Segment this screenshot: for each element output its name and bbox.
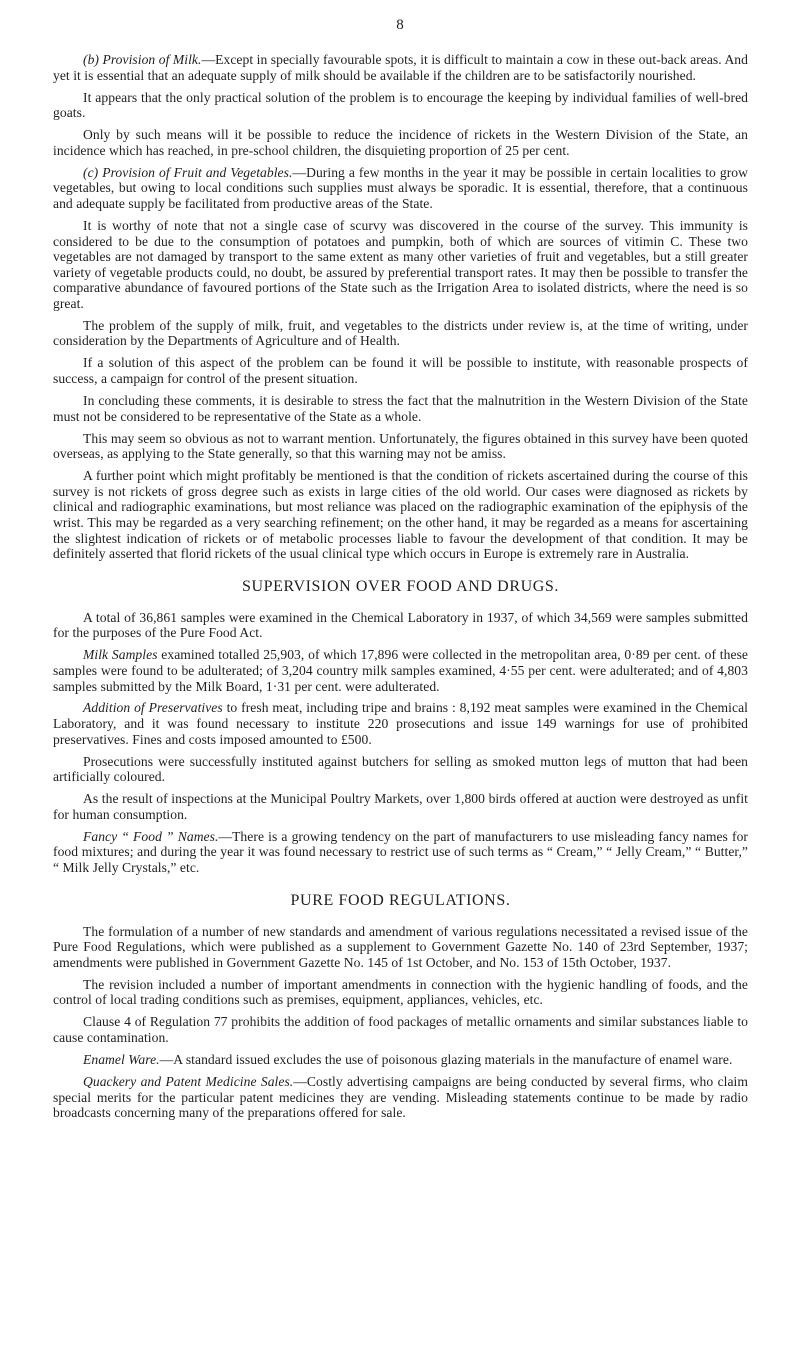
paragraph <box>53 924 748 971</box>
paragraph-text: It appears that the only practical solution of the problem is to encourage the keeping by individual families of well-bred goats. <box>53 89 748 121</box>
paragraph-lead: Addition of Preservatives <box>83 700 223 716</box>
paragraph-lead: Fancy “ Food ” Names. <box>83 828 219 844</box>
paragraph <box>53 431 748 462</box>
paragraph-text: The revision included a number of important amendments in connection with the hygienic handling of foods, and the control of local trading conditions such as premises, equipment, appliances, vehicles, etc. <box>53 976 748 1008</box>
paragraph-text: As the result of inspections at the Municipal Poultry Markets, over 1,800 birds offered at auction were destroyed as unfit for human consumption. <box>53 791 748 822</box>
paragraph-lead: Enamel Ware. <box>83 1051 160 1067</box>
paragraph-text: It is worthy of note that not a single case of scurvy was discovered in the course of the survey. This immunity is considered to be due to the consumption of potatoes and pumpkin, both of which are sources of vitimin C. These two vegetables are not damaged by transport to the same extent as many other varieties of fruit and vegetables, but a still greater variety of vegetable products could, no doubt, be assured by preferential transport rates. It may then be possible to transfer the comparative abundance of favoured portions of the State such as the Irrigation Area to isolated districts, where the need is so great. <box>53 217 748 311</box>
paragraph <box>53 1014 748 1045</box>
document-body <box>53 52 748 1127</box>
paragraph-text: In concluding these comments, it is desirable to stress the fact that the malnutrition in the Western Division of the State must not be considered to be representative of the State as a whole. <box>53 393 748 424</box>
paragraph <box>53 791 748 822</box>
paragraph <box>53 318 748 349</box>
paragraph <box>53 165 748 212</box>
paragraph-text: A total of 36,861 samples were examined in the Chemical Laboratory in 1937, of which 34,569 were samples submitted for the purposes of the Pure Food Act. <box>53 609 748 641</box>
paragraph <box>53 468 748 562</box>
section-intro <box>53 52 748 562</box>
section-pure-food-regulations <box>53 892 748 1121</box>
paragraph-text: Prosecutions were successfully instituted against butchers for selling as smoked mutton legs of mutton that had been artificially coloured. <box>53 753 748 785</box>
paragraph-text: to fresh meat, including tripe and brains : 8,192 meat samples were examined in the Chemical Laboratory, and it was found necessary to institute 220 prosecutions and issue 149 warnings for use of prohibited preservatives. Fines and costs imposed amounted to £500. <box>53 700 749 747</box>
paragraph-text: —There is a growing tendency on the part of manufacturers to use misleading fancy names for food mixtures; and during the year it was found necessary to restrict use of such terms as “ Cream,” “ Jelly Cream,” “ Butter,” “ Milk Jelly Crystals,” etc. <box>53 828 748 875</box>
paragraph-text: —During a few months in the year it may be possible in certain localities to grow vegetables, but owing to local conditions such supplies must always be sporadic. It is essential, therefore, that a continuous and adequate supply be facilitated from productive areas of the State. <box>53 164 749 211</box>
paragraph-text: A further point which might profitably be mentioned is that the condition of rickets ascertained during the course of this survey is not rickets of gross degree such as exists in large cities of the old world. Our cases were diagnosed as rickets by clinical and radiographic examinations, but most reliance was placed on the radiographic examination of the epiphysis of the wrist. This may be regarded as a very searching refinement; on the other hand, it may be regarded as a means for ascertaining the slightest indication of rickets or of metabolic processes liable to favour the development of that condition. It may be definitely asserted that florid rickets of the usual clinical type which occurs in Europe is extremely rare in Australia. <box>53 468 748 562</box>
paragraph-text: —Except in specially favourable spots, it is difficult to maintain a cow in these out-back areas. And yet it is essential that an adequate supply of milk should be available if the children are to be satisfactorily nourished. <box>53 52 749 83</box>
paragraph-text: The problem of the supply of milk, fruit, and vegetables to the districts under review is, at the time of writing, under consideration by the Departments of Agriculture and of Health. <box>53 317 748 349</box>
paragraph-lead: Milk Samples <box>83 647 158 663</box>
paragraph-text: The formulation of a number of new standards and amendment of various regulations necessitated a revised issue of the Pure Food Regulations, which were published as a supplement to Government Gazette No. 140 of 23rd September, 1937; amendments were published in Government Gazette No. 145 of 1st October, and No. 153 of 15th October, 1937. <box>53 923 748 970</box>
paragraph <box>53 127 748 158</box>
paragraph-text: Clause 4 of Regulation 77 prohibits the addition of food packages of metallic ornaments and similar substances liable to cause contamination. <box>53 1014 748 1045</box>
paragraph-lead: (c) Provision of Fruit and Vegetables. <box>83 164 293 180</box>
paragraph <box>53 1074 748 1121</box>
section-supervision <box>53 578 748 876</box>
paragraph <box>53 647 748 694</box>
paragraph <box>53 393 748 424</box>
paragraph <box>53 52 748 83</box>
paragraph <box>53 1052 748 1068</box>
section-heading: SUPERVISION OVER FOOD AND DRUGS. <box>241 577 560 595</box>
paragraph <box>53 829 748 876</box>
paragraph <box>53 218 748 312</box>
section-heading: PURE FOOD REGULATIONS. <box>290 891 511 909</box>
paragraph-text: Only by such means will it be possible to reduce the incidence of rickets in the Western Division of the State, an incidence which has reached, in pre-school children, the disquieting proportion of 25 per cent. <box>53 127 748 158</box>
paragraph-lead: (b) Provision of Milk. <box>83 52 202 67</box>
paragraph <box>53 700 748 747</box>
paragraph <box>53 355 748 386</box>
paragraph-lead: Quackery and Patent Medicine Sales. <box>83 1073 294 1089</box>
paragraph-text: examined totalled 25,903, of which 17,896 were collected in the metropolitan area, 0·89 per cent. of these samples were found to be adulterated; of 3,204 country milk samples examined, 4·55 per cent. were adulterated; and of 4,803 samples submitted by the Milk Board, 1·31 per cent. were adulterated. <box>53 647 748 694</box>
page-number: 8 <box>396 17 404 33</box>
paragraph-text: If a solution of this aspect of the problem can be found it will be possible to institute, with reasonable prospects of success, a campaign for control of the present situation. <box>53 355 748 387</box>
paragraph-text: —A standard issued excludes the use of poisonous glazing materials in the manufacture of enamel ware. <box>159 1051 733 1067</box>
paragraph <box>53 977 748 1008</box>
paragraph <box>53 90 748 121</box>
paragraph-text: This may seem so obvious as not to warrant mention. Unfortunately, the figures obtained in this survey have been quoted overseas, as applying to the State generally, so that this warning may not be amiss. <box>53 430 748 462</box>
paragraph <box>53 754 748 785</box>
paragraph <box>53 610 748 641</box>
paragraph-text: —Costly advertising campaigns are being conducted by several firms, who claim special merits for the particular patent medicines they are vending. Misleading statements continue to be made by radio broadcasts concerning many of the preparations offered for sale. <box>53 1073 749 1121</box>
